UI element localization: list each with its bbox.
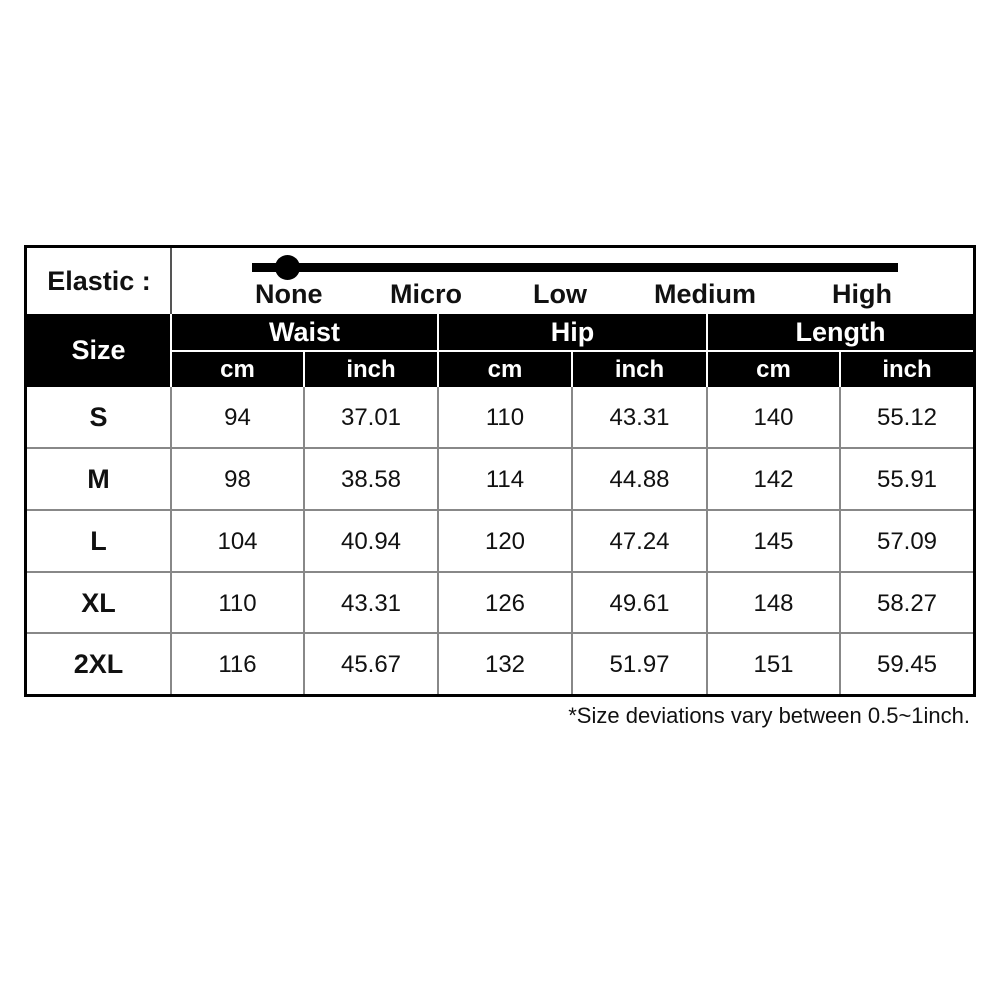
hip-group-header: Hip xyxy=(550,316,595,347)
hip-cm-header: cm xyxy=(487,355,523,383)
waist-cm-cell: 110 xyxy=(218,589,257,617)
length-cm-cell: 151 xyxy=(753,650,794,678)
length-inch-cell: 55.91 xyxy=(876,465,938,493)
size-cell: 2XL xyxy=(73,649,124,679)
hip-cm-cell: 114 xyxy=(485,465,525,493)
table-body xyxy=(27,387,973,694)
table-row xyxy=(27,634,973,695)
size-cell: L xyxy=(90,526,107,556)
hip-cm-cell: 126 xyxy=(484,589,526,617)
hip-inch-header: inch xyxy=(614,355,665,383)
size-column-header: Size xyxy=(71,335,126,365)
elastic-label: Elastic : xyxy=(47,265,151,296)
waist-inch-cell: 45.67 xyxy=(340,650,402,678)
waist-cm-cell: 94 xyxy=(224,403,251,431)
length-cm-cell: 148 xyxy=(753,589,794,617)
hip-inch-cell: 44.88 xyxy=(609,465,670,493)
length-inch-cell: 57.09 xyxy=(876,527,938,555)
hip-cm-cell: 132 xyxy=(484,650,526,678)
waist-group-header: Waist xyxy=(268,316,340,347)
hip-cm-cell: 120 xyxy=(484,527,526,555)
waist-inch-cell: 37.01 xyxy=(340,403,402,431)
hip-inch-cell: 43.31 xyxy=(609,403,670,431)
size-cell: M xyxy=(87,464,110,494)
table-row xyxy=(27,573,973,634)
size-cell: XL xyxy=(81,588,116,618)
elastic-option-high: High xyxy=(832,279,892,309)
waist-inch-cell: 40.94 xyxy=(340,527,402,555)
waist-cm-cell: 116 xyxy=(218,650,257,678)
length-inch-cell: 58.27 xyxy=(876,589,938,617)
length-cm-cell: 140 xyxy=(753,403,794,431)
length-inch-header: inch xyxy=(882,355,932,383)
table-header xyxy=(27,314,973,387)
size-deviation-note: *Size deviations vary between 0.5~1inch. xyxy=(568,703,970,728)
waist-inch-cell: 43.31 xyxy=(340,589,402,617)
hip-inch-cell: 47.24 xyxy=(609,527,670,555)
elastic-option-none: None xyxy=(255,279,323,309)
elastic-scale xyxy=(172,248,973,314)
elastic-option-low: Low xyxy=(533,279,587,309)
elastic-option-medium: Medium xyxy=(654,279,757,309)
elastic-option-micro: Micro xyxy=(390,279,463,309)
waist-inch-header: inch xyxy=(346,355,396,383)
hip-cm-cell: 110 xyxy=(485,403,525,431)
length-cm-cell: 145 xyxy=(753,527,794,555)
hip-inch-cell: 49.61 xyxy=(609,589,670,617)
elastic-scale-indicator xyxy=(275,255,300,280)
length-group-header: Length xyxy=(795,316,886,347)
length-cm-cell: 142 xyxy=(753,465,794,493)
length-cm-header: cm xyxy=(756,355,791,383)
waist-cm-header: cm xyxy=(220,355,255,383)
waist-cm-cell: 98 xyxy=(224,465,251,493)
size-cell: S xyxy=(89,402,108,432)
table-row xyxy=(27,387,973,448)
length-inch-cell: 55.12 xyxy=(876,403,938,431)
table-row xyxy=(27,449,973,510)
waist-inch-cell: 38.58 xyxy=(340,465,402,493)
length-inch-cell: 59.45 xyxy=(876,650,938,678)
table-row xyxy=(27,511,973,572)
waist-cm-cell: 104 xyxy=(217,527,258,555)
elastic-scale-bar xyxy=(252,263,898,272)
hip-inch-cell: 51.97 xyxy=(609,650,670,678)
size-chart xyxy=(24,245,976,697)
